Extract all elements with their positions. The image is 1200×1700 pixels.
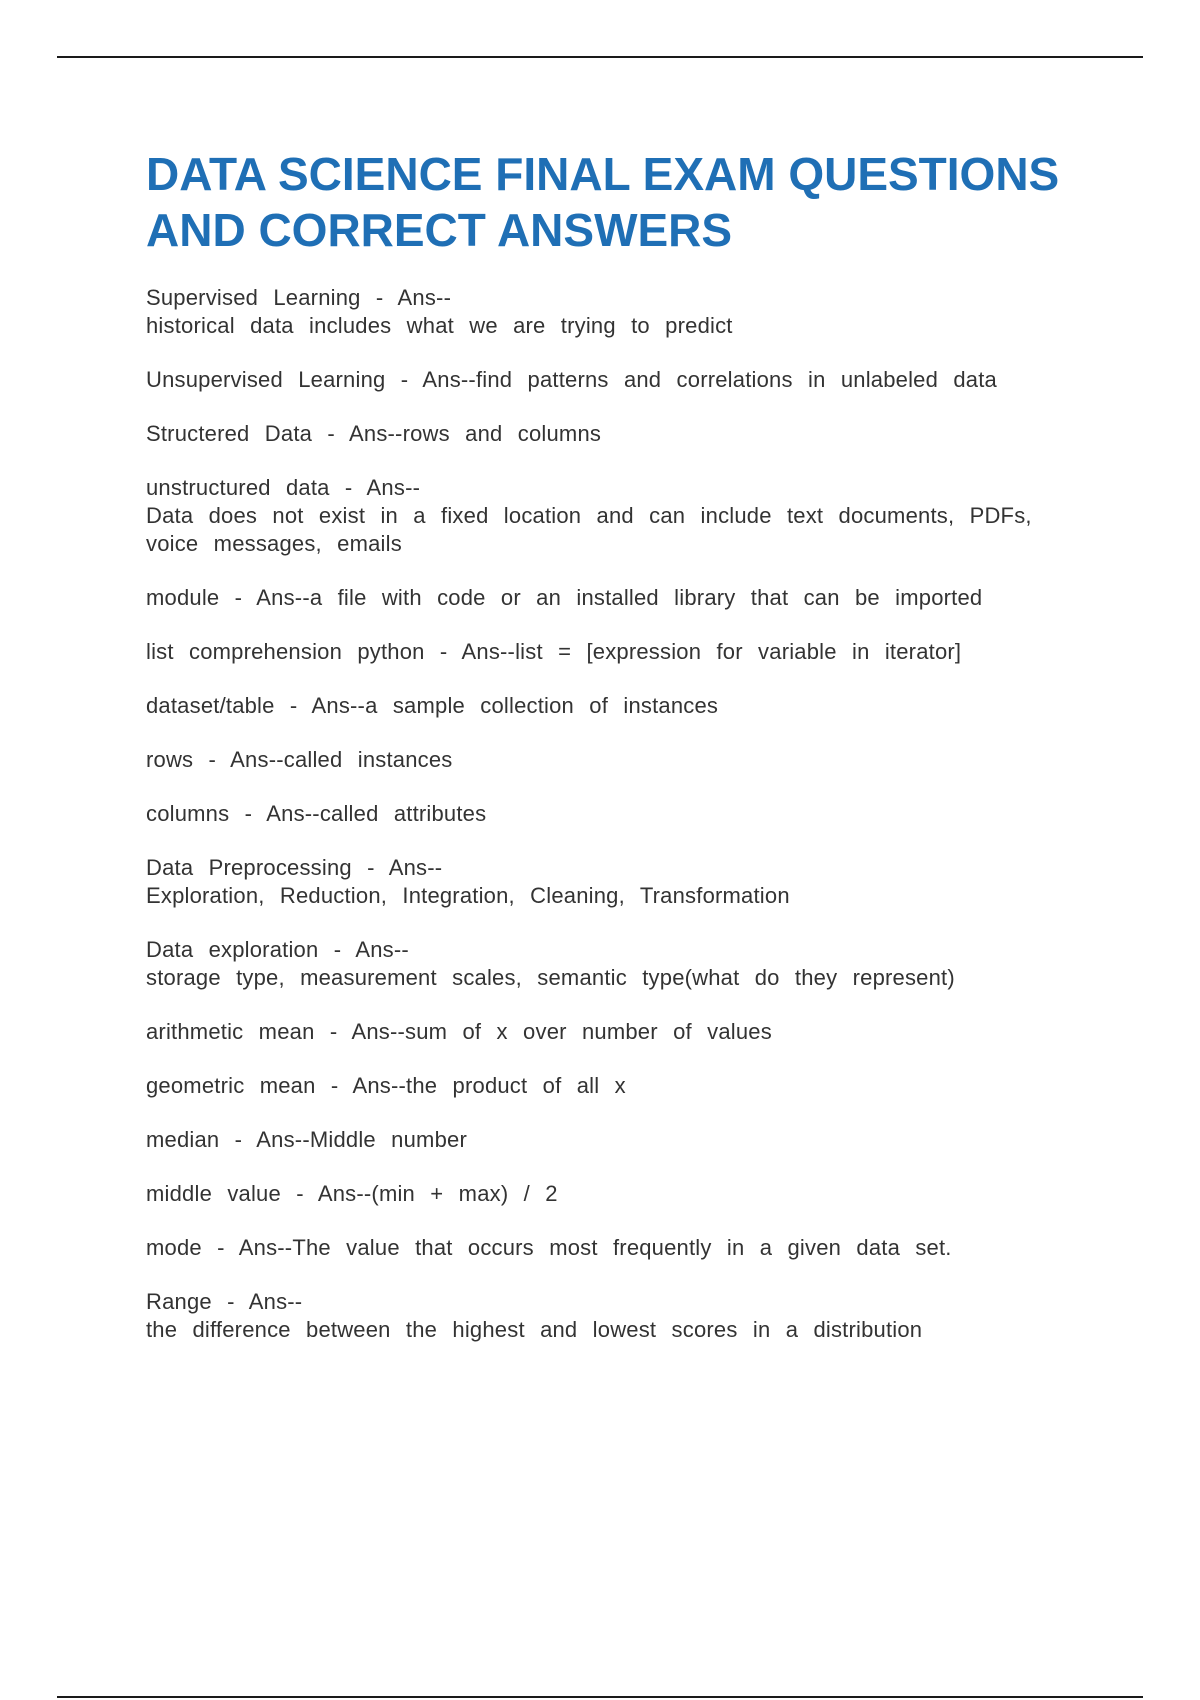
qa-item <box>146 1288 1096 1344</box>
qa-term: arithmetic mean - Ans-- <box>146 1019 406 1044</box>
qa-term: list comprehension python - Ans-- <box>146 639 516 664</box>
qa-answer: a sample collection of instances <box>365 693 719 718</box>
qa-answer: historical data includes what we are trying to predict <box>146 313 733 338</box>
qa-item <box>146 1072 1096 1100</box>
qa-term: middle value - Ans-- <box>146 1181 372 1206</box>
qa-answer: Exploration, Reduction, Integration, Cleaning, Transformation <box>146 883 790 908</box>
qa-term: Structered Data - Ans-- <box>146 421 403 446</box>
qa-answer: the difference between the highest and lowest scores in a distribution <box>146 1317 923 1342</box>
qa-item <box>146 420 1096 448</box>
bottom-rule <box>57 1696 1143 1698</box>
qa-answer: sum of x over number of values <box>405 1019 772 1044</box>
qa-item <box>146 584 1096 612</box>
qa-item <box>146 854 1096 910</box>
qa-item <box>146 366 1096 394</box>
qa-term: geometric mean - Ans-- <box>146 1073 407 1098</box>
qa-answer: called instances <box>283 747 453 772</box>
qa-answer: find patterns and correlations in unlabeled data <box>475 367 997 392</box>
qa-item <box>146 800 1096 828</box>
qa-term: columns - Ans-- <box>146 801 320 826</box>
qa-term: unstructured data - Ans-- <box>146 475 421 500</box>
document-title: DATA SCIENCE FINAL EXAM QUESTIONS AND CORRECT ANSWERS <box>146 148 1060 256</box>
qa-answer: Middle number <box>309 1127 467 1152</box>
qa-answer: called attributes <box>319 801 487 826</box>
qa-answer: The value that occurs most frequently in a given data set. <box>292 1235 952 1260</box>
qa-term: Data Preprocessing - Ans-- <box>146 855 443 880</box>
qa-term: Data exploration - Ans-- <box>146 937 409 962</box>
top-rule <box>57 56 1143 58</box>
qa-item <box>146 1126 1096 1154</box>
qa-item <box>146 746 1096 774</box>
qa-term: mode - Ans-- <box>146 1235 293 1260</box>
qa-term: module - Ans-- <box>146 585 310 610</box>
qa-answer: the product of all x <box>406 1073 626 1098</box>
qa-answer: list = [expression for variable in iterator] <box>515 639 962 664</box>
qa-term: rows - Ans-- <box>146 747 284 772</box>
qa-answer: (min + max) / 2 <box>371 1181 558 1206</box>
document-body <box>146 146 1096 1370</box>
qa-answer: rows and columns <box>402 421 602 446</box>
qa-item <box>146 1018 1096 1046</box>
qa-term: dataset/table - Ans-- <box>146 693 366 718</box>
qa-item <box>146 1234 1096 1262</box>
qa-list <box>146 284 1096 1344</box>
qa-item <box>146 692 1096 720</box>
qa-item <box>146 284 1096 340</box>
qa-item <box>146 638 1096 666</box>
qa-term: Unsupervised Learning - Ans-- <box>146 367 476 392</box>
qa-answer: storage type, measurement scales, semantic type(what do they represent) <box>146 965 955 990</box>
qa-answer: a file with code or an installed library that can be imported <box>309 585 983 610</box>
qa-item <box>146 936 1096 992</box>
qa-item <box>146 1180 1096 1208</box>
qa-item <box>146 474 1096 558</box>
qa-term: median - Ans-- <box>146 1127 310 1152</box>
qa-term: Supervised Learning - Ans-- <box>146 285 452 310</box>
qa-term: Range - Ans-- <box>146 1289 303 1314</box>
qa-answer: Data does not exist in a fixed location and can include text documents, PDFs, voice messages, emails <box>146 503 1032 556</box>
